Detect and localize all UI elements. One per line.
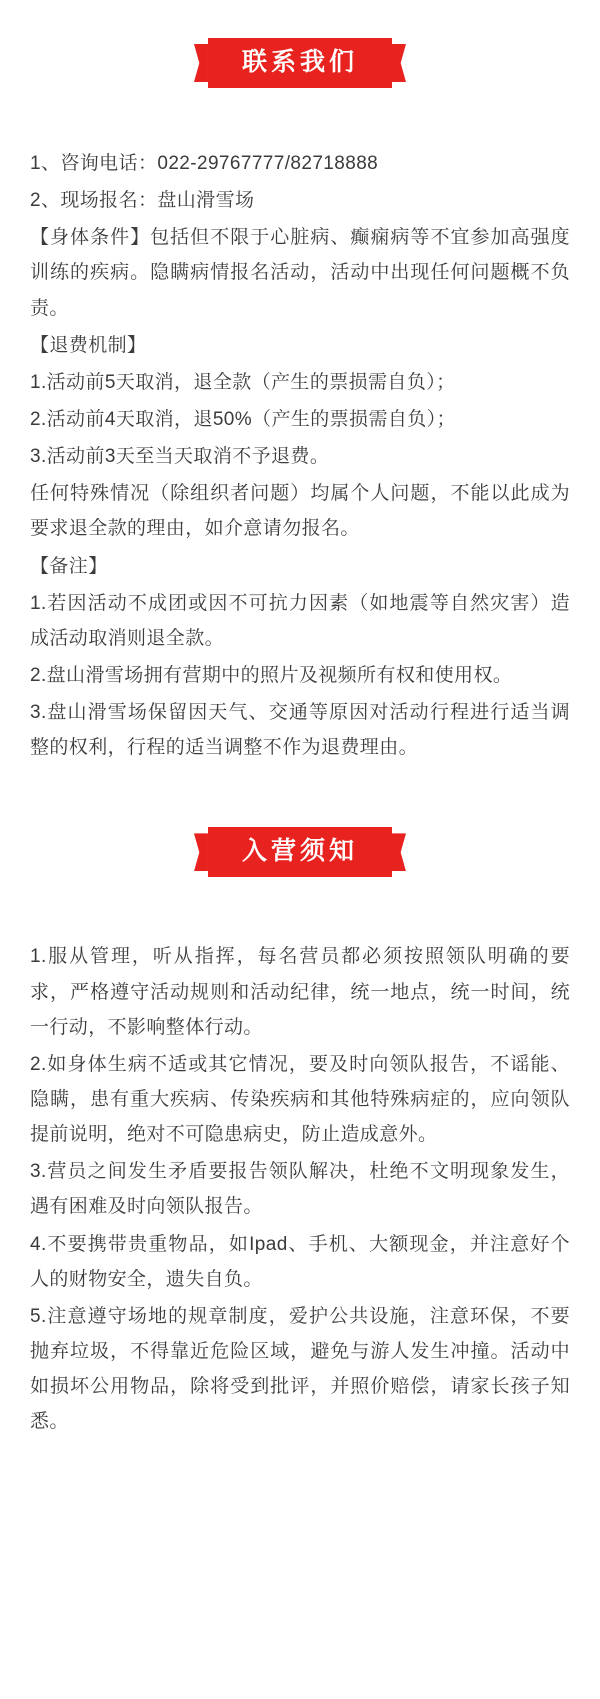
paragraph: 5.注意遵守场地的规章制度，爱护公共设施，注意环保，不要抛弃垃圾，不得靠近危险区域，避免与游人发生冲撞。活动中如损坏公用物品，除将受到批评，并照价赔偿，请家长孩子知悉。 [30,1305,570,1433]
paragraph: 3.盘山滑雪场保留因天气、交通等原因对活动行程进行适当调整的权利，行程的适当调整不作为退费理由。 [30,702,570,759]
paragraph: 3.活动前3天至当天取消不予退费。 [30,446,330,468]
paragraph: 2.盘山滑雪场拥有营期中的照片及视频所有权和使用权。 [30,664,513,686]
paragraph: 3.营员之间发生矛盾要报告领队解决，杜绝不文明现象发生，遇有困难及时向领队报告。 [30,1161,570,1218]
section-heading-camp-notice [0,827,600,877]
document-page [0,38,600,1699]
paragraph: 任何特殊情况（除组织者问题）均属个人问题，不能以此成为要求退全款的理由，如介意请勿报名。 [30,483,570,540]
paragraph: 4.不要携带贵重物品，如Ipad、手机、大额现金，并注意好个人的财物安全，遗失自负。 [30,1233,570,1290]
section-heading-banner: 联系我们 [208,38,392,88]
paragraph: 1.活动前5天取消，退全款（产生的票损需自负）； [30,371,456,393]
section-body-camp-notice [0,939,600,1439]
paragraph: 1、咨询电话：022-29767777/82718888 [30,153,379,174]
paragraph: 2.如身体生病不适或其它情况，要及时向领队报告，不谣能、隐瞒，患有重大疾病、传染疾病和其他特殊病症的，应向领队提前说明，绝对不可隐患病史，防止造成意外。 [30,1053,570,1146]
paragraph: 【退费机制】 [30,334,147,356]
paragraph: 2、现场报名：盘山滑雪场 [30,190,255,212]
paragraph: 1.若因活动不成团或因不可抗力因素（如地震等自然灾害）造成活动取消则退全款。 [30,592,570,649]
paragraph: 【备注】 [30,555,108,577]
paragraph: 2.活动前4天取消，退50%（产生的票损需自负）； [30,408,456,430]
paragraph: 【身体条件】包括但不限于心脏病、癫痫病等不宜参加高强度训练的疾病。隐瞒病情报名活动，活动中出现任何问题概不负责。 [30,227,570,319]
section-heading-banner: 入营须知 [208,827,392,877]
section-heading-contact-us [0,38,600,88]
paragraph: 1.服从管理，听从指挥，每名营员都必须按照领队明确的要求，严格遵守活动规则和活动纪律，统一地点，统一时间，统一行动，不影响整体行动。 [30,946,570,1038]
section-body-contact-us [0,146,600,765]
